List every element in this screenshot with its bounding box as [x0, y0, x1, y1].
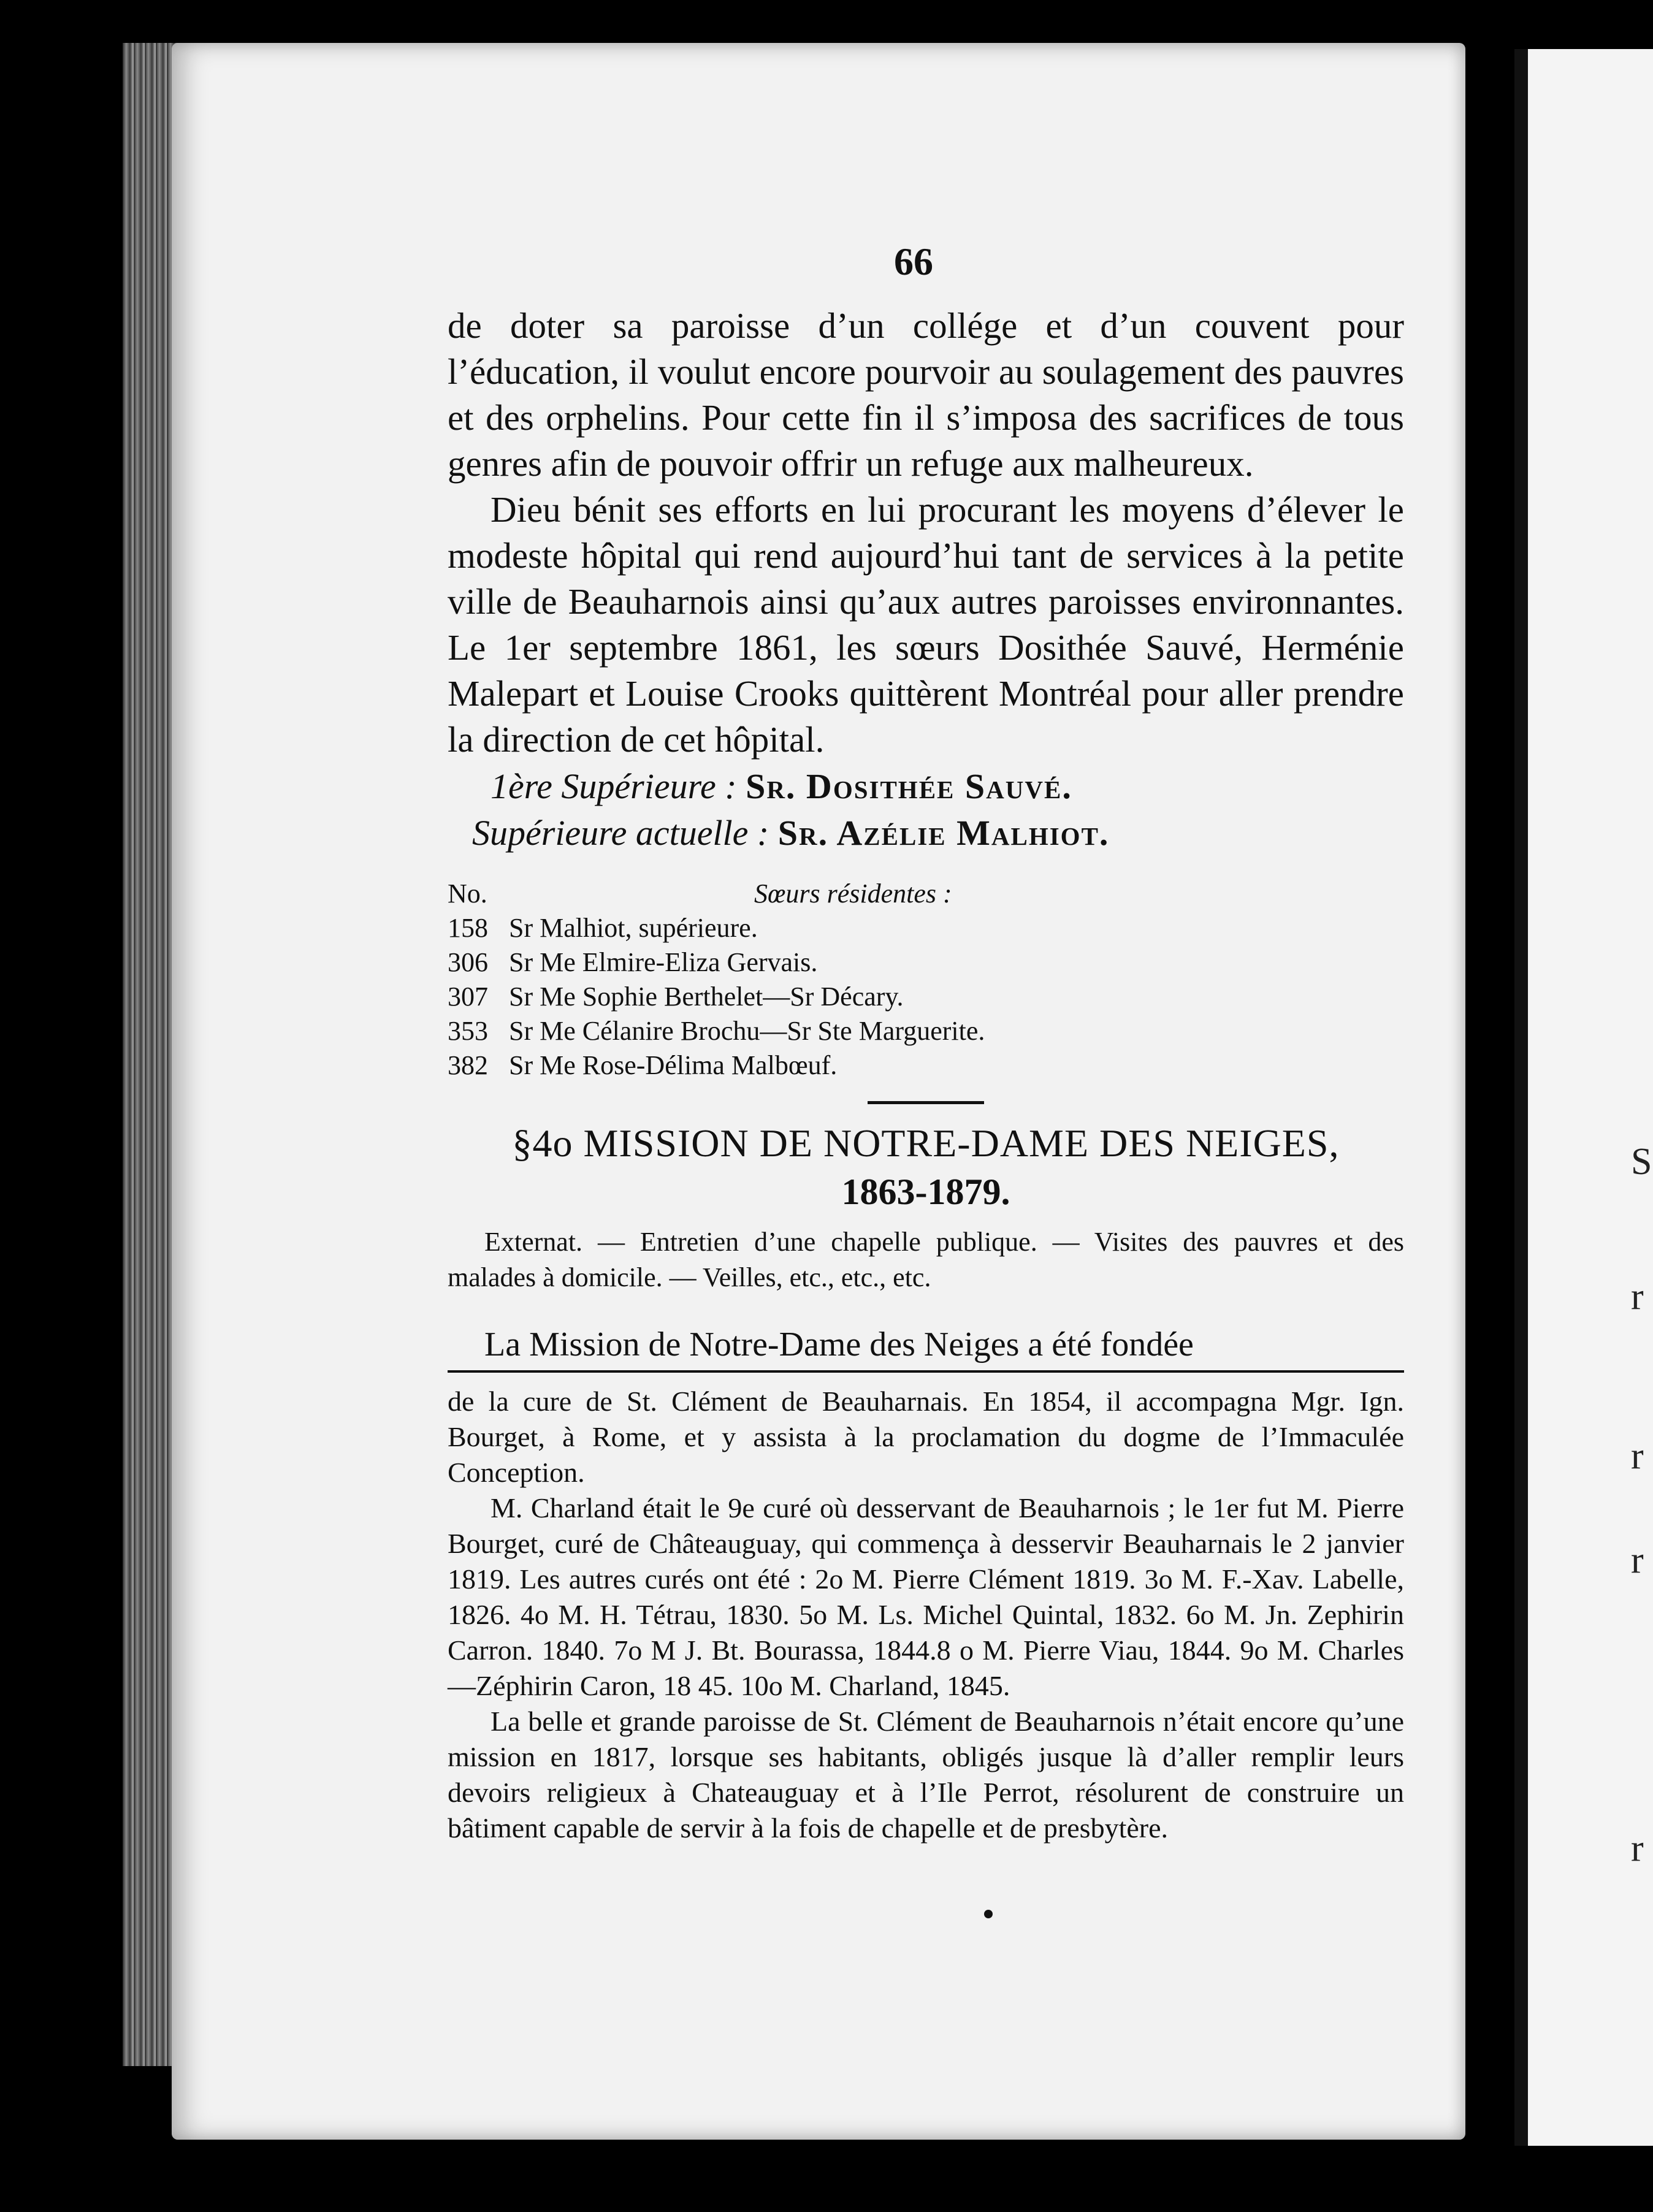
- current-superior-line: [448, 810, 1404, 856]
- section-years: 1863-1879.: [841, 1172, 1010, 1212]
- facing-page-fragment: r: [1631, 1539, 1644, 1581]
- roster-entry: Sr Me Elmire-Eliza Gervais.: [509, 947, 818, 977]
- ink-dot: [984, 1910, 993, 1918]
- facing-page-fragment: r: [1631, 1276, 1644, 1318]
- roster-entry: Sr Me Sophie Berthelet—Sr Décary.: [509, 982, 904, 1012]
- page-number: 66: [894, 240, 933, 283]
- roster-header: [448, 877, 1404, 911]
- body-paragraph: M. Charland était le 9e curé où desservant de Beauharnois ; le 1er fut M. Pierre Bourget, curé de Châteauguay, qui commença à desservir Beauharnais le 2 janvier 1819. Les autres curés ont été : 2o M. Pierre Clément 1819. 3o M. F.-Xav. Labelle, 1826. 4o M. H. Tétrau, 1830. 5o M. Ls. Michel Quintal, 1832. 6o M. Jn. Zephirin Carron. 1840. 7o M J. Bt. Bourassa, 1844.8 o M. Pierre Viau, 1844. 9o M. Charles—Zéphirin Caron, 18 45. 10o M. Charland, 1845.: [448, 1492, 1404, 1701]
- facing-page-fragment: r: [1631, 1435, 1644, 1477]
- first-superior-name: Sr. Dosithée Sauvé.: [746, 766, 1072, 806]
- intro-paragraph: de doter sa paroisse d’un collége et d’un couvent pour l’éducation, il voulut encore pourvoir au soulagement des pauvres et des orphelins. Pour cette fin il s’imposa des sacrifices de tous genres afin de pouvoir offrir un refuge aux malheureux.: [448, 305, 1404, 484]
- page-content: [448, 239, 1404, 1846]
- section-divider: [868, 1101, 984, 1104]
- roster-number: 382: [448, 1050, 488, 1080]
- roster-title: Sœurs résidentes :: [754, 879, 952, 909]
- facing-page-fragment: r: [1631, 1828, 1644, 1869]
- roster-entry: Sr Me Rose-Délima Malbœuf.: [509, 1050, 838, 1080]
- roster-row: [448, 1048, 1404, 1083]
- section-title: §4o MISSION DE NOTRE-DAME DES NEIGES,: [512, 1121, 1340, 1165]
- current-superior-label: Supérieure actuelle :: [472, 813, 769, 853]
- roster-number: 353: [448, 1016, 488, 1046]
- roster-number: 158: [448, 913, 488, 943]
- book-gutter: [1514, 49, 1528, 2146]
- section-lead: Externat. — Entretien d’une chapelle publique. — Visites des pauvres et des malades à domicile. — Veilles, etc., etc., etc.: [448, 1227, 1404, 1292]
- roster-row: [448, 980, 1404, 1014]
- roster-entry: Sr Me Célanire Brochu—Sr Ste Marguerite.: [509, 1016, 985, 1046]
- section-opening-line: La Mission de Notre-Dame des Neiges a été fondée: [448, 1322, 1404, 1373]
- facing-page-fragment: S: [1631, 1141, 1652, 1183]
- first-superior-label: 1ère Supérieure :: [491, 766, 737, 806]
- roster-number-header: No.: [448, 879, 487, 909]
- roster-row: [448, 945, 1404, 980]
- current-superior-name: Sr. Azélie Malhiot.: [777, 813, 1110, 853]
- body-paragraph: La belle et grande paroisse de St. Clément de Beauharnois n’était encore qu’une mission en 1817, lorsque ses habitants, obligés jusque là d’aller remplir leurs devoirs religieux à Chateauguay et à l’Ile Perrot, résolurent de construire un bâtiment capable de servir à la fois de chapelle et de presbytère.: [448, 1706, 1404, 1844]
- body-paragraph: de la cure de St. Clément de Beauharnais. En 1854, il accompagna Mgr. Ign. Bourget, à Rome, et y assista à la proclamation du dogme de l’Immaculée Conception.: [448, 1386, 1404, 1488]
- roster-number: 307: [448, 982, 488, 1012]
- facing-page: [1514, 49, 1653, 2146]
- first-superior-line: [448, 764, 1404, 809]
- roster-number: 306: [448, 947, 488, 977]
- second-paragraph: Dieu bénit ses efforts en lui procurant les moyens d’élever le modeste hôpital qui rend aujourd’hui tant de services à la petite ville de Beauharnois ainsi qu’aux autres paroisses environnantes. Le 1er septembre 1861, les sœurs Dosithée Sauvé, Herménie Malepart et Louise Crooks quittèrent Montréal pour aller prendre la direction de cet hôpital.: [448, 489, 1404, 760]
- roster-row: [448, 911, 1404, 945]
- roster-entry: Sr Malhiot, supérieure.: [509, 913, 758, 943]
- roster-row: [448, 1014, 1404, 1048]
